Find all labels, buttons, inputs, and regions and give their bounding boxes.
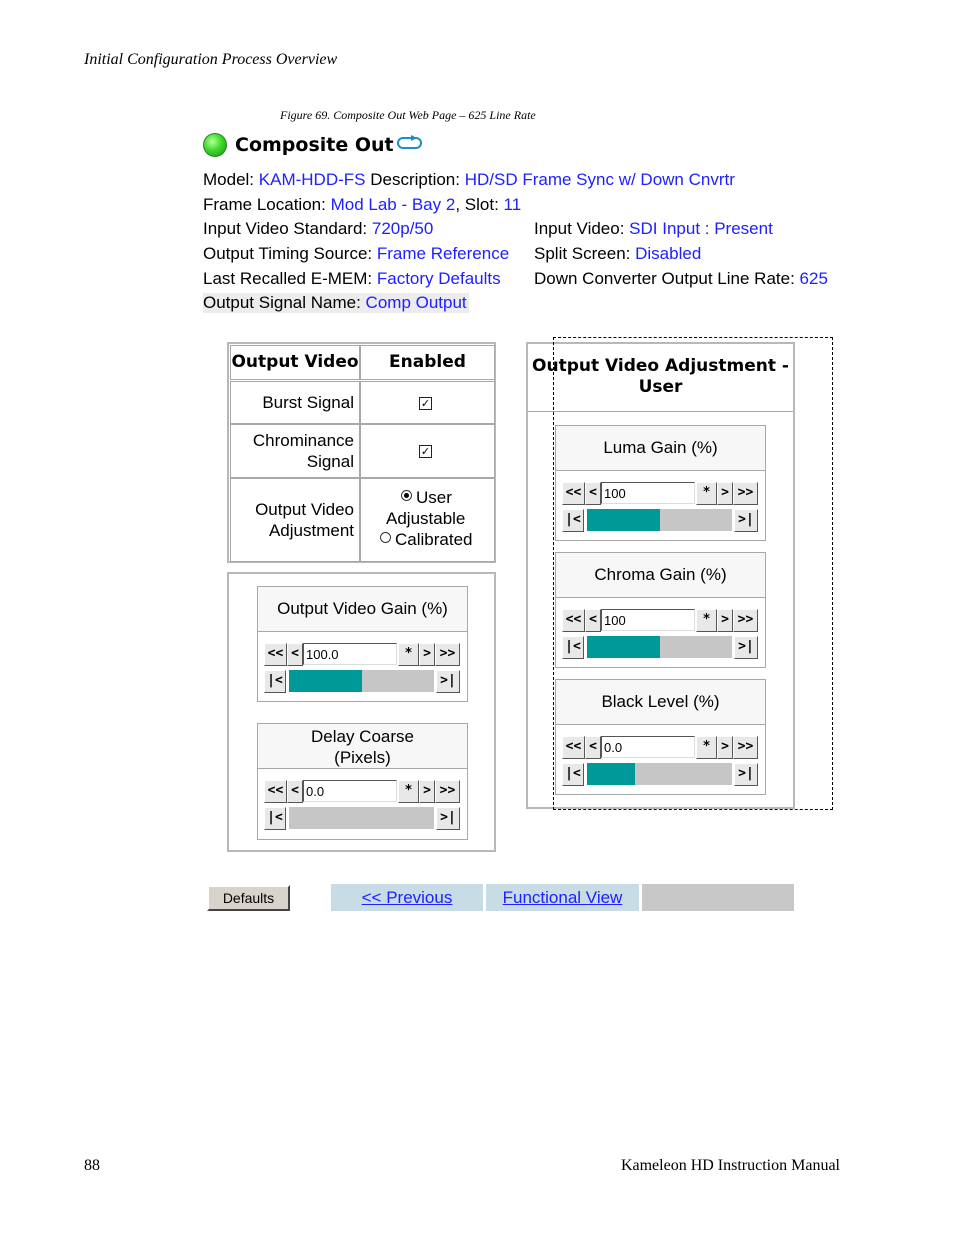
refresh-icon[interactable]: [397, 134, 423, 150]
luma-reset-button[interactable]: *: [696, 482, 717, 505]
gain-max-button[interactable]: >|: [436, 670, 460, 693]
gain-reset-button[interactable]: *: [398, 643, 419, 666]
manual-title: Kameleon HD Instruction Manual: [620, 1157, 840, 1174]
functional-view-link[interactable]: Functional View: [502, 888, 623, 907]
input-video-line: [534, 219, 773, 239]
luma-max-button[interactable]: >|: [734, 509, 758, 532]
chroma-signal-label-1: Chrominance: [252, 431, 354, 450]
black-fwd-button[interactable]: >: [717, 736, 733, 759]
black-level-title: Black Level (%): [556, 680, 765, 725]
frame-location-line: [203, 195, 521, 215]
video-adjustment-title-2: User: [638, 377, 683, 397]
luma-fast-fwd-button[interactable]: >>: [733, 482, 758, 505]
adjustment-label-2: Adjustment: [268, 521, 354, 540]
page-number: 88: [84, 1157, 100, 1174]
black-reset-button[interactable]: *: [696, 736, 717, 759]
split-screen-link[interactable]: Disabled: [635, 244, 702, 263]
chroma-signal-label-2: Signal: [306, 452, 354, 471]
adjustment-label-1: Output Video: [255, 500, 354, 519]
delay-fast-back-button[interactable]: <<: [264, 780, 287, 803]
video-adjustment-title-1: Output Video Adjustment -: [532, 356, 789, 376]
luma-back-button[interactable]: <: [585, 482, 601, 505]
gain-fast-fwd-button[interactable]: >>: [435, 643, 460, 666]
slot-label: , Slot:: [455, 195, 499, 214]
gain-min-button[interactable]: |<: [264, 670, 286, 693]
delay-coarse-title-2: (Pixels): [334, 748, 391, 767]
burst-signal-checkbox[interactable]: ✓: [420, 397, 431, 410]
radio-calibrated-indicator[interactable]: [380, 532, 391, 543]
burst-signal-cell: [230, 381, 360, 424]
delay-coarse-input[interactable]: [303, 780, 397, 802]
gain-slider-track[interactable]: [289, 670, 434, 692]
nav-functional-view-cell: [486, 884, 639, 911]
output-video-header: [230, 345, 360, 380]
frame-location-link[interactable]: Mod Lab - Bay 2: [330, 195, 456, 214]
input-standard-value: 720p/50: [371, 219, 434, 238]
gain-fast-back-button[interactable]: <<: [264, 643, 287, 666]
input-video-label: Input Video:: [534, 219, 625, 238]
black-fast-fwd-button[interactable]: >>: [733, 736, 758, 759]
timing-source-link[interactable]: Frame Reference: [376, 244, 510, 263]
chroma-signal-enable-cell: [360, 424, 495, 478]
black-max-button[interactable]: >|: [734, 763, 758, 786]
last-emem-line: [203, 269, 501, 289]
black-back-button[interactable]: <: [585, 736, 601, 759]
input-standard-line: [203, 219, 433, 239]
gain-back-button[interactable]: <: [287, 643, 303, 666]
delay-reset-button[interactable]: *: [398, 780, 419, 803]
nav-previous-cell: [331, 884, 483, 911]
nav-empty-cell: [642, 884, 794, 911]
output-video-table: [227, 342, 496, 563]
split-screen-line: [534, 244, 701, 264]
model-label: Model:: [203, 170, 255, 189]
running-head: Initial Configuration Process Overview: [84, 51, 338, 68]
split-screen-label: Split Screen:: [534, 244, 631, 263]
delay-coarse-title: [258, 724, 467, 769]
output-video-gain-input[interactable]: [303, 643, 397, 665]
adjustment-options-cell: [360, 478, 495, 562]
chroma-back-button[interactable]: <: [585, 609, 601, 632]
delay-back-button[interactable]: <: [287, 780, 303, 803]
luma-gain-title: Luma Gain (%): [556, 426, 765, 471]
chroma-fast-fwd-button[interactable]: >>: [733, 609, 758, 632]
signal-name-line: [203, 293, 469, 313]
delay-coarse-control: [257, 723, 468, 840]
luma-min-button[interactable]: |<: [562, 509, 584, 532]
page-title: Composite Out: [235, 134, 394, 156]
radio-user-indicator[interactable]: [401, 490, 412, 501]
chroma-gain-title: Chroma Gain (%): [556, 553, 765, 598]
chroma-signal-checkbox[interactable]: ✓: [420, 445, 431, 458]
radio-calibrated[interactable]: [380, 529, 473, 550]
delay-slider-track[interactable]: [289, 807, 434, 829]
last-emem-link[interactable]: Factory Defaults: [376, 269, 501, 288]
black-fast-back-button[interactable]: <<: [562, 736, 585, 759]
radio-user-adjustable[interactable]: [401, 487, 452, 508]
black-min-button[interactable]: |<: [562, 763, 584, 786]
callout-dashed-box: [553, 337, 833, 810]
chroma-max-button[interactable]: >|: [734, 636, 758, 659]
burst-signal-label: Burst Signal: [262, 393, 354, 412]
defaults-button[interactable]: Defaults: [207, 885, 290, 911]
figure-caption: Figure 69. Composite Out Web Page – 625 Line Rate: [280, 108, 536, 122]
input-video-link[interactable]: SDI Input : Present: [629, 219, 773, 238]
adjustment-cell: [230, 478, 360, 562]
timing-source-line: [203, 244, 509, 264]
input-standard-label: Input Video Standard:: [203, 219, 368, 238]
model-value: KAM-HDD-FS: [258, 170, 366, 189]
delay-max-button[interactable]: >|: [436, 807, 460, 830]
status-led-icon: [203, 133, 227, 157]
chroma-fwd-button[interactable]: >: [717, 609, 733, 632]
page-header: [203, 131, 423, 159]
last-emem-label: Last Recalled E-MEM:: [203, 269, 373, 288]
chroma-signal-cell: [230, 424, 360, 478]
description-label: Description:: [370, 170, 460, 189]
delay-fwd-button[interactable]: >: [419, 780, 435, 803]
model-line: [203, 170, 735, 190]
chroma-fast-back-button[interactable]: <<: [562, 609, 585, 632]
output-video-gain-control: [257, 586, 468, 702]
output-video-header-label: Output Video: [231, 352, 359, 372]
down-converter-link[interactable]: 625: [799, 269, 828, 288]
radio-user-label-2: Adjustable: [386, 509, 466, 528]
gain-slider-fill: [289, 670, 362, 692]
luma-fwd-button[interactable]: >: [717, 482, 733, 505]
delay-fast-fwd-button[interactable]: >>: [435, 780, 460, 803]
output-video-gain-title: Output Video Gain (%): [258, 587, 467, 632]
description-value: HD/SD Frame Sync w/ Down Cnvrtr: [464, 170, 735, 189]
down-converter-line: [534, 269, 828, 289]
down-converter-label: Down Converter Output Line Rate:: [534, 269, 795, 288]
radio-user-label-1: User: [416, 488, 452, 507]
enabled-header-label: Enabled: [389, 352, 466, 372]
frame-location-label: Frame Location:: [203, 195, 326, 214]
slot-value: 11: [503, 195, 522, 214]
delay-coarse-title-1: Delay Coarse: [311, 727, 414, 746]
left-controls-panel: [227, 572, 496, 852]
luma-fast-back-button[interactable]: <<: [562, 482, 585, 505]
signal-name-link[interactable]: Comp Output: [365, 293, 467, 312]
burst-signal-enable-cell: [360, 381, 495, 424]
chroma-reset-button[interactable]: *: [696, 609, 717, 632]
delay-min-button[interactable]: |<: [264, 807, 286, 830]
enabled-header: [360, 345, 495, 380]
timing-source-label: Output Timing Source:: [203, 244, 373, 263]
chroma-min-button[interactable]: |<: [562, 636, 584, 659]
radio-calibrated-label: Calibrated: [395, 530, 473, 549]
gain-fwd-button[interactable]: >: [419, 643, 435, 666]
signal-name-label: Output Signal Name:: [203, 293, 361, 312]
previous-link[interactable]: << Previous: [361, 888, 453, 907]
